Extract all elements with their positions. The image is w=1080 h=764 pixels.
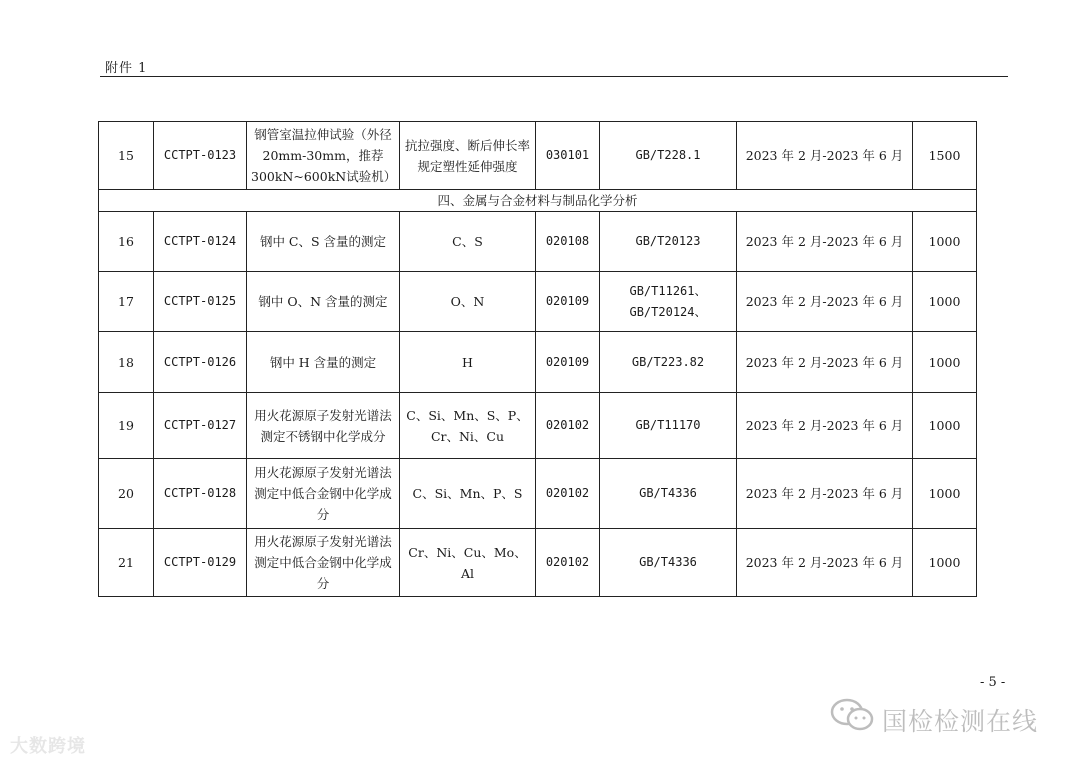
item-code: CCTPT-0124 xyxy=(154,212,247,272)
item-code: CCTPT-0125 xyxy=(154,272,247,332)
row-number: 18 xyxy=(99,332,154,393)
test-item: 钢中 C、S 含量的测定 xyxy=(247,212,400,272)
row-number: 19 xyxy=(99,393,154,459)
page-number: - 5 - xyxy=(980,675,1006,690)
fee: 1000 xyxy=(913,459,977,529)
category-code: 020102 xyxy=(536,529,600,597)
schedule-period: 2023 年 2 月-2023 年 6 月 xyxy=(737,212,913,272)
section-row xyxy=(99,190,977,212)
test-item: 钢中 H 含量的测定 xyxy=(247,332,400,393)
table-row xyxy=(99,529,977,597)
test-parameter: 抗拉强度、断后伸长率规定塑性延伸强度 xyxy=(400,122,536,190)
row-number: 16 xyxy=(99,212,154,272)
fee: 1000 xyxy=(913,393,977,459)
test-item: 用火花源原子发射光谱法测定中低合金钢中化学成分 xyxy=(247,459,400,529)
watermark-left: 大数跨境 xyxy=(10,736,86,757)
test-parameter: C、Si、Mn、S、P、Cr、Ni、Cu xyxy=(400,393,536,459)
standard: GB/T4336 xyxy=(600,529,737,597)
standard: GB/T11261、GB/T20124、 xyxy=(600,272,737,332)
section-title: 四、金属与合金材料与制品化学分析 xyxy=(99,190,977,212)
standard: GB/T11170 xyxy=(600,393,737,459)
table-row xyxy=(99,212,977,272)
header-rule xyxy=(100,76,1008,77)
fee: 1000 xyxy=(913,272,977,332)
test-parameter: C、Si、Mn、P、S xyxy=(400,459,536,529)
test-item: 用火花源原子发射光谱法测定中低合金钢中化学成分 xyxy=(247,529,400,597)
item-code: CCTPT-0123 xyxy=(154,122,247,190)
fee: 1000 xyxy=(913,212,977,272)
table-row xyxy=(99,393,977,459)
test-item: 用火花源原子发射光谱法测定不锈钢中化学成分 xyxy=(247,393,400,459)
category-code: 020109 xyxy=(536,332,600,393)
schedule-period: 2023 年 2 月-2023 年 6 月 xyxy=(737,393,913,459)
test-parameter: C、S xyxy=(400,212,536,272)
standard: GB/T228.1 xyxy=(600,122,737,190)
item-code: CCTPT-0126 xyxy=(154,332,247,393)
schedule-period: 2023 年 2 月-2023 年 6 月 xyxy=(737,459,913,529)
schedule-period: 2023 年 2 月-2023 年 6 月 xyxy=(737,332,913,393)
category-code: 020102 xyxy=(536,393,600,459)
table-row xyxy=(99,459,977,529)
item-code: CCTPT-0127 xyxy=(154,393,247,459)
category-code: 020102 xyxy=(536,459,600,529)
category-code: 020109 xyxy=(536,272,600,332)
item-code: CCTPT-0128 xyxy=(154,459,247,529)
wechat-icon xyxy=(830,698,876,732)
test-parameter: O、N xyxy=(400,272,536,332)
attachment-label: 附件 1 xyxy=(105,61,148,76)
item-code: CCTPT-0129 xyxy=(154,529,247,597)
test-item: 钢中 O、N 含量的测定 xyxy=(247,272,400,332)
schedule-period: 2023 年 2 月-2023 年 6 月 xyxy=(737,529,913,597)
test-parameter: H xyxy=(400,332,536,393)
test-parameter: Cr、Ni、Cu、Mo、Al xyxy=(400,529,536,597)
row-number: 20 xyxy=(99,459,154,529)
standard: GB/T223.82 xyxy=(600,332,737,393)
fee: 1500 xyxy=(913,122,977,190)
row-number: 15 xyxy=(99,122,154,190)
table-row xyxy=(99,332,977,393)
watermark-right: 国检检测在线 xyxy=(882,707,1039,736)
standard: GB/T4336 xyxy=(600,459,737,529)
row-number: 17 xyxy=(99,272,154,332)
table-body-after xyxy=(99,212,977,597)
schedule-period: 2023 年 2 月-2023 年 6 月 xyxy=(737,272,913,332)
table-row xyxy=(99,122,977,190)
schedule-period: 2023 年 2 月-2023 年 6 月 xyxy=(737,122,913,190)
test-item: 钢管室温拉伸试验（外径20mm-30mm，推荐300kN~600kN试验机） xyxy=(247,122,400,190)
row-number: 21 xyxy=(99,529,154,597)
table-row xyxy=(99,272,977,332)
category-code: 030101 xyxy=(536,122,600,190)
standard: GB/T20123 xyxy=(600,212,737,272)
fee: 1000 xyxy=(913,529,977,597)
category-code: 020108 xyxy=(536,212,600,272)
table-body-before xyxy=(99,122,977,190)
test-items-table xyxy=(98,121,977,597)
fee: 1000 xyxy=(913,332,977,393)
